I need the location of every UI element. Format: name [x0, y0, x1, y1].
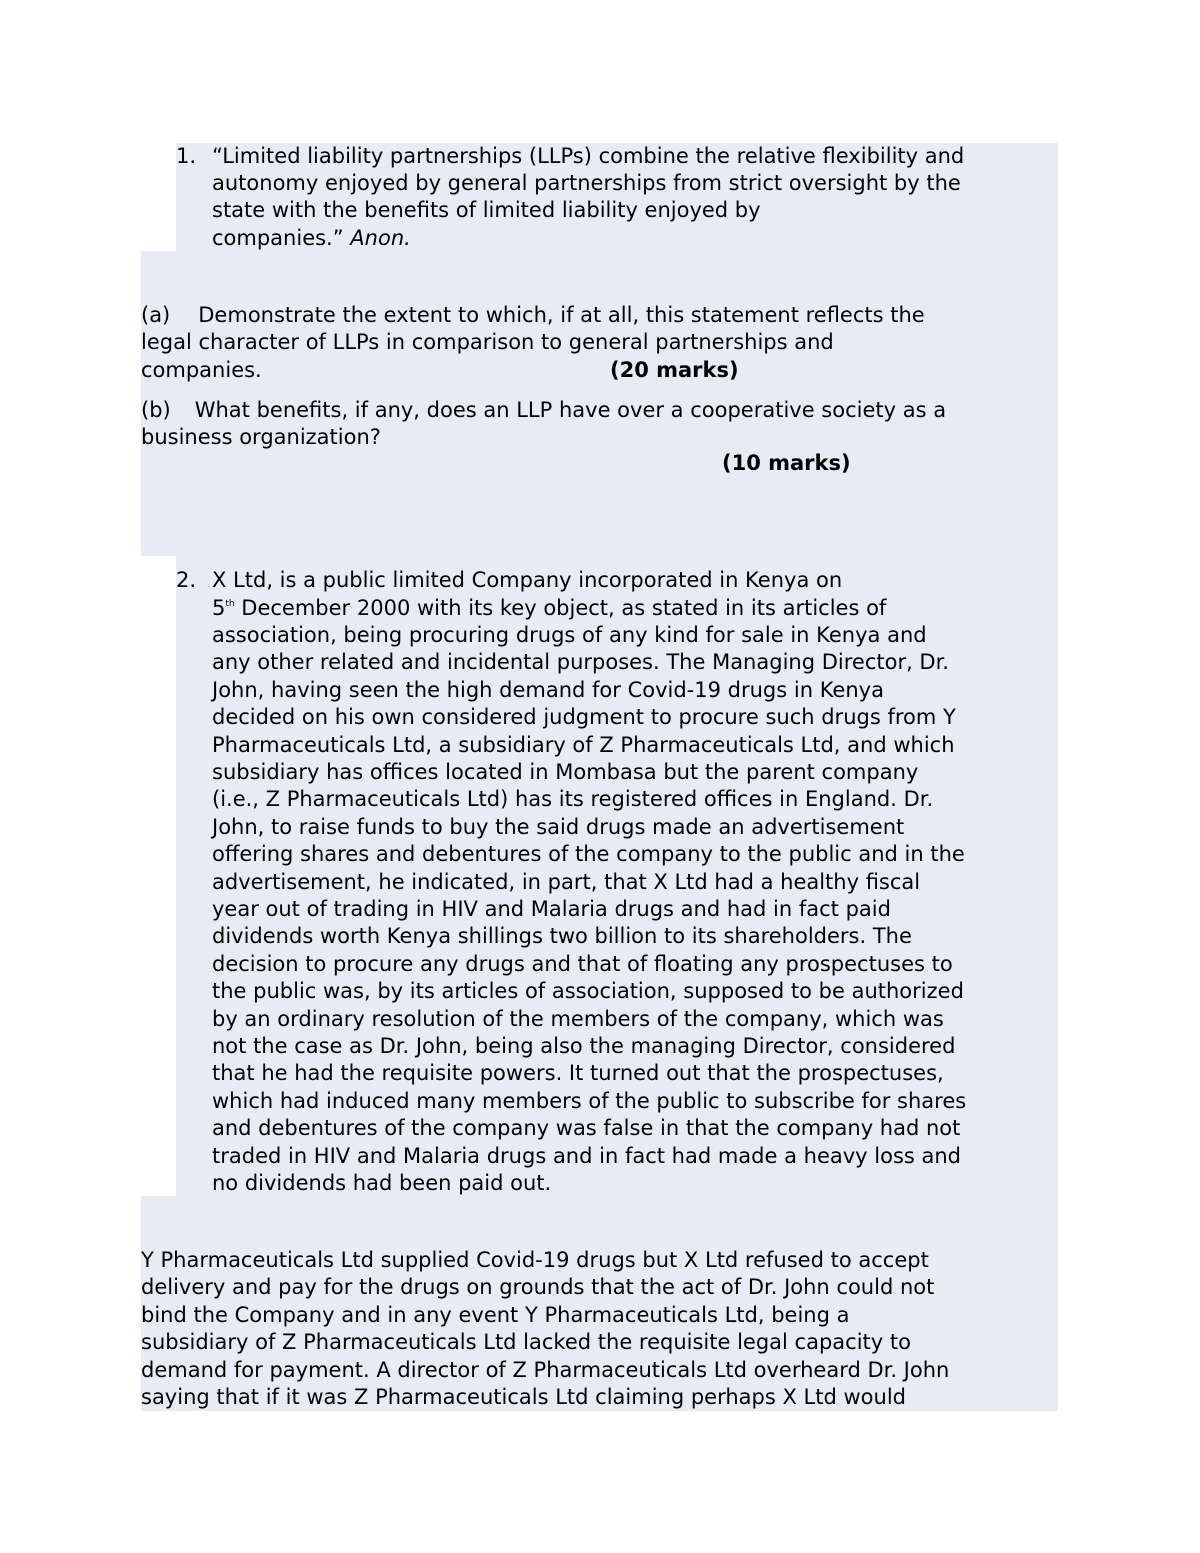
- q2-line-1: X Ltd, is a public limited Company incorporated in Kenya on: [212, 568, 843, 592]
- continuation-line: demand for payment. A director of Z Pharmaceuticals Ltd overheard Dr. John: [141, 1357, 950, 1382]
- q1-line-4: [212, 225, 411, 252]
- q2-line: and debentures of the company was false in that the company had not: [212, 1116, 961, 1141]
- q2-line: association, being procuring drugs of any kind for sale in Kenya and: [212, 623, 927, 647]
- q1-quote-end: companies.”: [212, 226, 344, 250]
- q2-line: not the case as Dr. John, being also the managing Director, considered: [212, 1034, 956, 1058]
- q1b-marks: (10 marks): [722, 451, 851, 475]
- q1b-label: (b): [141, 398, 171, 422]
- q2-line: by an ordinary resolution of the members of the company, which was: [212, 1006, 944, 1031]
- q1-attribution: Anon.: [350, 226, 411, 250]
- q2-date-sup: th: [225, 599, 235, 609]
- q1-line-3: state with the benefits of limited liability enjoyed by: [212, 198, 761, 222]
- continuation-line: subsidiary of Z Pharmaceuticals Ltd lacked the requisite legal capacity to: [141, 1330, 911, 1355]
- q1-line-2: autonomy enjoyed by general partnerships from strict oversight by the: [212, 171, 961, 195]
- q1b-line-2: business organization?: [141, 425, 381, 449]
- q2-line: decided on his own considered judgment to procure such drugs from Y: [212, 705, 956, 730]
- q2-line: traded in HIV and Malaria drugs and in fact had made a heavy loss and: [212, 1143, 962, 1168]
- q1a-marks: (20 marks): [610, 358, 739, 382]
- q2-line-2: [212, 595, 886, 622]
- q1-number: 1.: [176, 144, 197, 168]
- q2-date-day: 5: [212, 596, 226, 620]
- q2-line: John, to raise funds to buy the said drugs made an advertisement: [212, 814, 905, 839]
- q2-line: subsidiary has offices located in Mombasa but the parent company: [212, 760, 919, 784]
- q2-line: any other related and incidental purposes. The Managing Director, Dr.: [212, 650, 949, 675]
- q2-line: offering shares and debentures of the company to the public and in the: [212, 842, 965, 867]
- q1a-line-3: companies.: [141, 358, 262, 382]
- continuation-line: delivery and pay for the drugs on grounds that the act of Dr. John could not: [141, 1275, 935, 1300]
- q2-line: no dividends had been paid out.: [212, 1171, 552, 1195]
- q1a-label: (a): [141, 303, 171, 327]
- q1-line-1: “Limited liability partnerships (LLPs) combine the relative flexibility and: [212, 144, 965, 168]
- q1b-text-1: What benefits, if any, does an LLP have over a cooperative society as a: [194, 398, 947, 422]
- q2-line: Pharmaceuticals Ltd, a subsidiary of Z Pharmaceuticals Ltd, and which: [212, 732, 955, 757]
- q2-line: that he had the requisite powers. It turned out that the prospectuses,: [212, 1061, 944, 1086]
- q1a-line-1: [141, 302, 925, 329]
- continuation-line: saying that if it was Z Pharmaceuticals Ltd claiming perhaps X Ltd would: [141, 1385, 906, 1409]
- q2-number: 2.: [176, 568, 197, 592]
- q1b-line-1: [141, 397, 946, 424]
- q2-line: advertisement, he indicated, in part, that X Ltd had a healthy fiscal: [212, 869, 921, 894]
- q2-date-rest: December 2000 with its key object, as stated in its articles of: [234, 596, 887, 620]
- continuation-line: Y Pharmaceuticals Ltd supplied Covid-19 drugs but X Ltd refused to accept: [141, 1248, 929, 1272]
- q2-line: the public was, by its articles of association, supposed to be authorized: [212, 979, 964, 1004]
- q2-line: dividends worth Kenya shillings two billion to its shareholders. The: [212, 924, 912, 949]
- q2-line: John, having seen the high demand for Covid-19 drugs in Kenya: [212, 677, 884, 702]
- q2-line: year out of trading in HIV and Malaria drugs and had in fact paid: [212, 897, 891, 921]
- q1a-line-2: legal character of LLPs in comparison to general partnerships and: [141, 330, 834, 354]
- q2-line: decision to procure any drugs and that of floating any prospectuses to: [212, 951, 953, 976]
- continuation-line: bind the Company and in any event Y Pharmaceuticals Ltd, being a: [141, 1302, 850, 1327]
- q2-line: (i.e., Z Pharmaceuticals Ltd) has its registered offices in England. Dr.: [212, 787, 934, 812]
- q1a-text-1: Demonstrate the extent to which, if at all, this statement reflects the: [198, 303, 925, 327]
- q2-line: which had induced many members of the public to subscribe for shares: [212, 1088, 967, 1113]
